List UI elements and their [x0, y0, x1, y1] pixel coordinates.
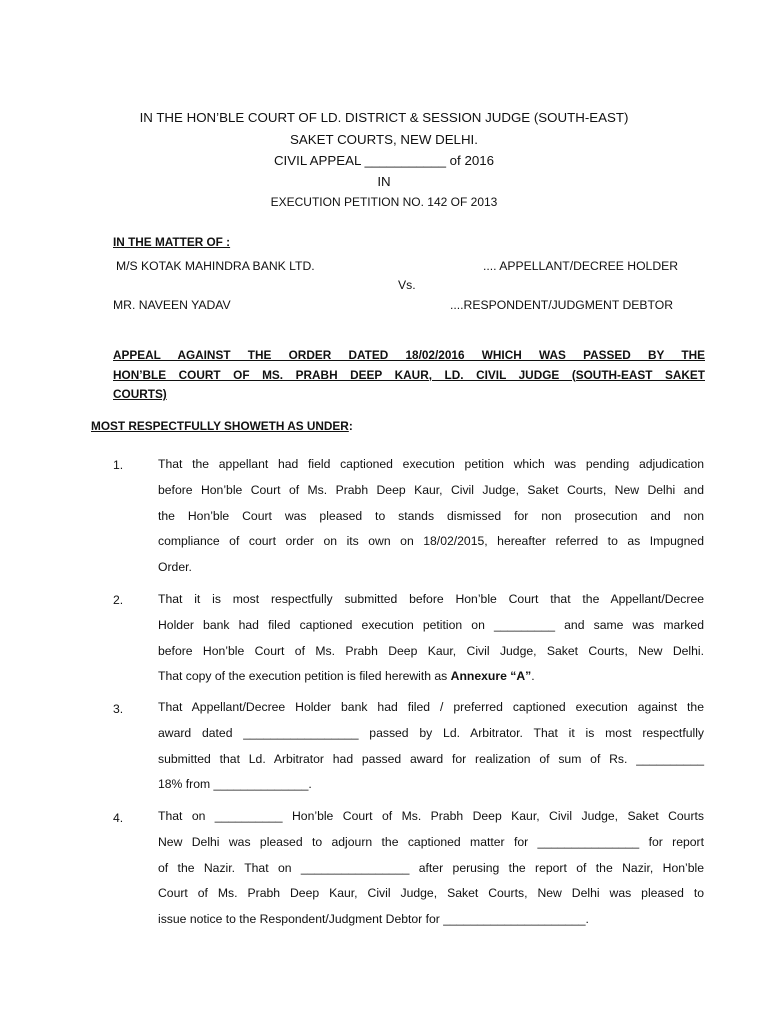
paragraph-line: issue notice to the Respondent/Judgment Debtor for _____________________.	[158, 912, 589, 927]
paragraph-line: the Hon’ble Court was pleased to stands dismissed for non prosecution and non	[158, 508, 704, 523]
paragraph-line: Court of Ms. Prabh Deep Kaur, Civil Judge, Saket Courts, New Delhi was pleased to	[158, 886, 704, 901]
in-line: IN	[377, 174, 391, 189]
paragraph-line: Holder bank had filed captioned execution petition on _________ and same was marked	[158, 617, 704, 632]
paragraph-line: That the appellant had field captioned execution petition which was pending adjudication	[158, 457, 704, 471]
paragraph-number-4: 4.	[113, 811, 124, 825]
appellant-name: M/S KOTAK MAHINDRA BANK LTD.	[116, 259, 315, 273]
paragraph-line: of the Nazir. That on ________________ after perusing the report of the Nazir, Hon’ble	[158, 860, 704, 875]
court-location: SAKET COURTS, NEW DELHI.	[290, 132, 478, 147]
paragraph-line: 18% from ______________.	[158, 777, 312, 792]
annexure-prefix: That copy of the execution petition is filed herewith as	[158, 669, 451, 684]
paragraph-line: submitted that Ld. Arbitrator had passed award for realization of sum of Rs. __________	[158, 751, 704, 766]
paragraph-line	[158, 664, 704, 690]
appeal-title-line-2: HON’BLE COURT OF MS. PRABH DEEP KAUR, LD. CIVIL JUDGE (SOUTH-EAST SAKET	[113, 367, 705, 382]
paragraph-4	[158, 804, 704, 933]
appeal-title	[113, 346, 705, 405]
respondent-role: ....RESPONDENT/JUDGMENT DEBTOR	[450, 298, 674, 312]
paragraph-line: award dated _________________ passed by Ld. Arbitrator. That it is most respectfully	[158, 725, 704, 740]
paragraph-line: compliance of court order on its own on 18/02/2015, hereafter referred to as Impugned	[158, 534, 704, 549]
paragraph-line: New Delhi was pleased to adjourn the captioned matter for _______________ for report	[158, 834, 704, 849]
respondent-name: MR. NAVEEN YADAV	[113, 298, 231, 312]
versus-label: Vs.	[398, 278, 416, 292]
paragraph-number-1: 1.	[113, 458, 124, 472]
showeth-text: MOST RESPECTFULLY SHOWETH AS UNDER	[91, 419, 349, 433]
paragraph-line: That on __________ Hon’ble Court of Ms. Prabh Deep Kaur, Civil Judge, Saket Courts	[158, 809, 704, 823]
court-title: IN THE HON’BLE COURT OF LD. DISTRICT & SESSION JUDGE (SOUTH-EAST)	[139, 110, 629, 125]
civil-appeal-line: CIVIL APPEAL ___________ of 2016	[273, 153, 495, 168]
paragraph-line: That Appellant/Decree Holder bank had filed / preferred captioned execution against the	[158, 700, 704, 714]
paragraph-line: before Hon’ble Court of Ms. Prabh Deep Kaur, Civil Judge, Saket Courts, New Delhi and	[158, 482, 704, 497]
paragraph-line: before Hon’ble Court of Ms. Prabh Deep Kaur, Civil Judge, Saket Courts, New Delhi.	[158, 643, 704, 658]
appeal-title-line-3: COURTS)	[113, 387, 167, 401]
execution-petition-line: EXECUTION PETITION NO. 142 OF 2013	[270, 195, 498, 209]
paragraph-1	[158, 452, 704, 581]
appeal-title-line-1: APPEAL AGAINST THE ORDER DATED 18/02/2016 WHICH WAS PASSED BY THE	[113, 348, 705, 362]
paragraph-line: Order.	[158, 560, 192, 575]
paragraph-number-2: 2.	[113, 593, 124, 607]
matter-heading: IN THE MATTER OF :	[113, 235, 231, 249]
paragraph-line: That it is most respectfully submitted before Hon’ble Court that the Appellant/Decree	[158, 592, 704, 606]
annexure-suffix: .	[531, 669, 535, 684]
paragraph-2	[158, 587, 704, 690]
annexure-label: Annexure “A”	[450, 669, 532, 684]
paragraph-number-3: 3.	[113, 702, 124, 716]
showeth-colon: :	[348, 419, 353, 433]
paragraph-3	[158, 695, 704, 798]
appellant-role: .... APPELLANT/DECREE HOLDER	[483, 259, 679, 273]
showeth-heading	[91, 419, 353, 433]
